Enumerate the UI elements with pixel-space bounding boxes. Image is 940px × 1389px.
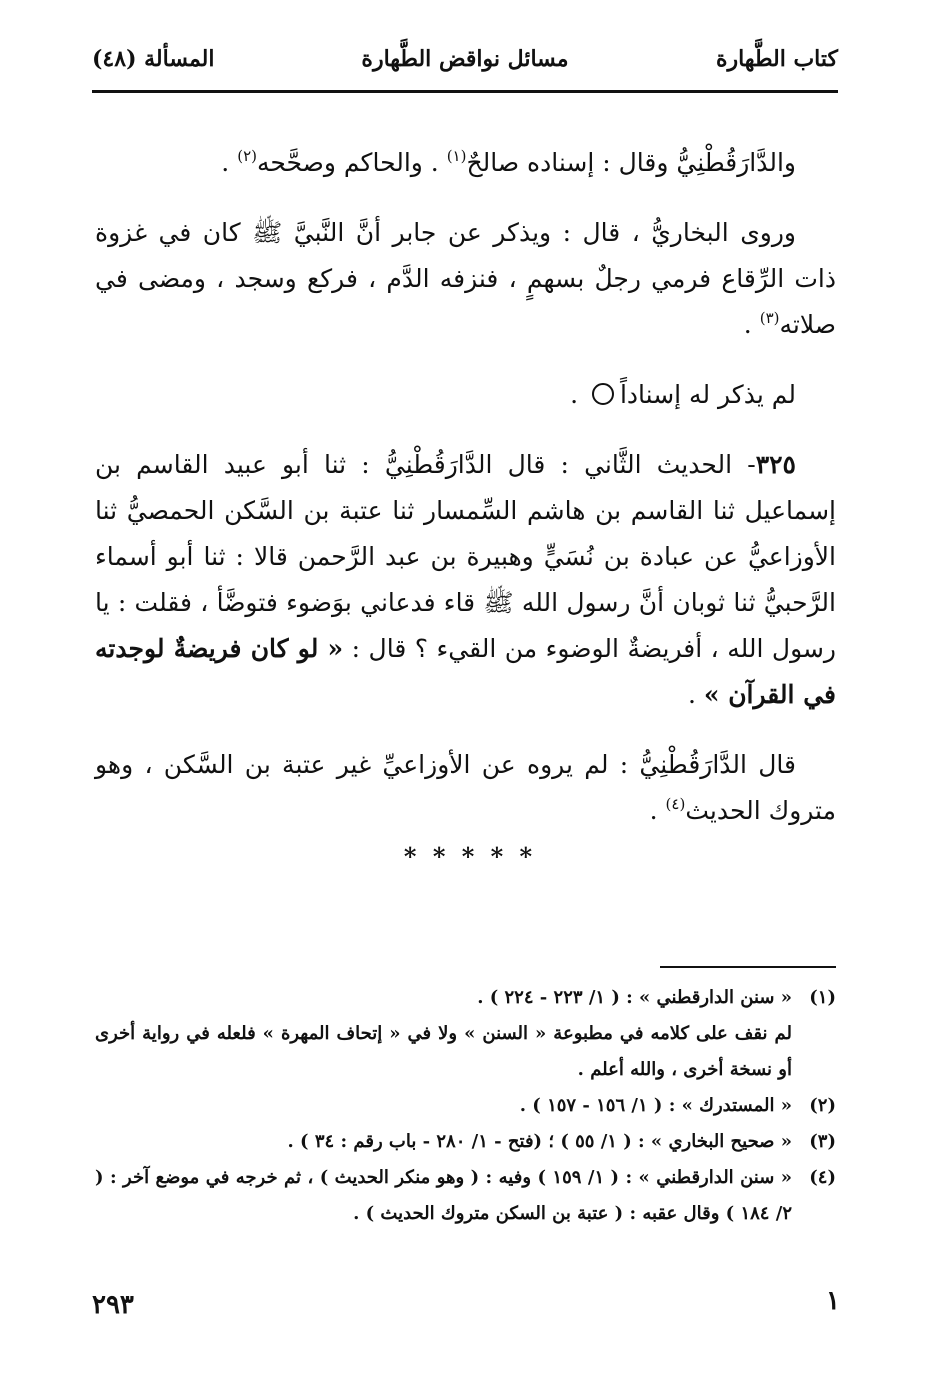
header-chapter-title: مسائل نواقض الطَّهارة bbox=[361, 46, 569, 72]
p4-text-b: . bbox=[687, 680, 704, 709]
footnote-line: « المستدرك » : ( ١/ ١٥٦ - ١٥٧ ) . bbox=[519, 1095, 792, 1116]
footnote-number: (٤) bbox=[809, 1167, 836, 1188]
running-header bbox=[92, 40, 838, 82]
p5-text-b: . bbox=[649, 796, 666, 825]
footnote-line: « سنن الدارقطني » : ( ١/ ٢٢٣ - ٢٢٤ ) . bbox=[477, 987, 792, 1008]
footnote-rule bbox=[660, 966, 836, 968]
header-rule bbox=[92, 90, 838, 93]
footnote-number: (١) bbox=[809, 987, 836, 1008]
section-separator: * * * * * bbox=[403, 842, 537, 871]
footnote-3 bbox=[95, 1124, 836, 1160]
footnote-line: « سنن الدارقطني » : ( ١/ ١٥٩ ) وفيه : ( وهو منكر الحديث ) ، ثم خرجه في موضع آخر : ( ٢/ ١٨٤ ) وقال عقبه : ( عتبة بن السكن متروك الحديث ) . bbox=[95, 1167, 792, 1224]
hadith-quote: « لو كان فريضةٌ لوجدته في القرآن » bbox=[95, 634, 836, 709]
footnote-line: « صحيح البخاري » : ( ١/ ٥٥ ) ؛ (فتح - ١/ ٢٨٠ - باب رقم : ٣٤ ) . bbox=[287, 1131, 792, 1152]
p3-text-b: . bbox=[570, 380, 586, 409]
paragraph-2 bbox=[95, 210, 836, 348]
main-text bbox=[95, 140, 836, 858]
p3-text-a: لم يذكر له إسناداً bbox=[619, 380, 796, 409]
paragraph-1 bbox=[95, 140, 836, 186]
page-number: ٢٩٣ bbox=[92, 1290, 134, 1320]
header-book-title: كتاب الطَّهارة bbox=[715, 46, 838, 72]
footnote-ref-1: (١) bbox=[446, 147, 467, 165]
p4-text-a: - الحديث الثَّاني : قال الدَّارَقُطْنِيُّ : ثنا أبو عبيد القاسم بن إسماعيل ثنا القاسم بن هاشم السِّمسار ثنا عتبة بن السَّكن الحمصيُّ ثنا الأوزاعيُّ عن عبادة بن نُسَيٍّ وهبيرة بن عبد الرَّحمن قالا : ثنا أبو أسماء الرَّحبيُّ ثنا ثوبان أنَّ رسول الله ﷺ قاء فدعاني بوَضوء فتوضَّأ ، فقلت : يا رسول الله ، أفريضةٌ الوضوء من القيء ؟ قال : bbox=[95, 450, 837, 663]
footnote-number: (٣) bbox=[809, 1131, 836, 1152]
footnote-1 bbox=[95, 980, 836, 1088]
hadith-number: ٣٢٥ bbox=[755, 450, 796, 479]
footnote-4 bbox=[95, 1160, 836, 1232]
p1-text-a: والدَّارَقُطْنِيُّ وقال : إسناده صالحٌ bbox=[466, 148, 796, 177]
footnote-ref-4: (٤) bbox=[665, 795, 686, 813]
circle-icon bbox=[592, 383, 614, 405]
p5-text-a: قال الدَّارَقُطْنِيُّ : لم يروه عن الأوزاعيِّ غير عتبة بن السَّكن ، وهو متروك الحديث bbox=[95, 750, 836, 825]
paragraph-3 bbox=[95, 372, 836, 418]
signature-number: ١ bbox=[826, 1286, 840, 1316]
footnote-ref-2: (٢) bbox=[237, 147, 257, 165]
footnote-2 bbox=[95, 1088, 836, 1124]
p2-text-b: . bbox=[743, 310, 760, 339]
p1-text-b: . والحاكم وصحَّحه bbox=[256, 148, 447, 177]
footnote-number: (٢) bbox=[809, 1095, 836, 1116]
footnote-ref-3: (٣) bbox=[759, 309, 780, 327]
p2-text-a: وروى البخاريُّ ، قال : ويذكر عن جابر أنَّ النَّبيَّ ﷺ كان في غزوة ذات الرِّقاع فرمي رجلٌ بسهمٍ ، فنزفه الدَّم ، فركع وسجد ، ومضى في صلاته bbox=[95, 218, 836, 339]
paragraph-5 bbox=[95, 742, 836, 834]
footnote-line: لم نقف على كلامه في مطبوعة « السنن » ولا في « إتحاف المهرة » فلعله في رواية أخرى أو نسخة أخرى ، والله أعلم . bbox=[95, 1023, 792, 1080]
footnotes bbox=[95, 980, 836, 1232]
header-issue-number: المسألة (٤٨) bbox=[92, 46, 215, 72]
paragraph-4 bbox=[95, 442, 836, 718]
p1-text-c: . bbox=[221, 148, 238, 177]
